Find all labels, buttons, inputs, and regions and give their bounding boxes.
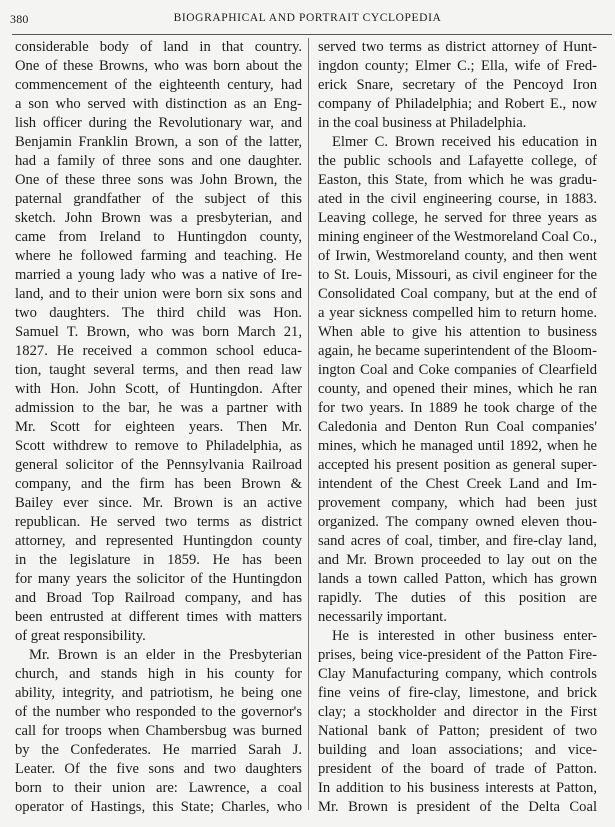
- text-line: came from Ireland to Huntingdon county,: [15, 229, 302, 245]
- text-line: sketch. John Brown was a presbyterian, and: [15, 210, 302, 226]
- text-line: again, he became superintendent of the Bloom-: [318, 343, 597, 359]
- text-line: One of these three sons was John Brown, the: [15, 172, 302, 188]
- text-line: and Broad Top Railroad company, and has: [15, 590, 302, 606]
- text-line: of the number who responded to the governor's: [15, 704, 302, 720]
- text-line: served two terms as district attorney of Hunt-: [318, 39, 597, 55]
- text-line: in the legislature in 1859. He has been: [15, 552, 302, 568]
- text-line: National bank of Patton; president of two: [318, 723, 597, 739]
- text-line: where he followed farming and teaching. He: [15, 248, 302, 264]
- page-header: [0, 0, 615, 34]
- text-line: Leater. Of the five sons and two daughters: [15, 761, 302, 777]
- text-line: considerable body of land in that country.: [15, 39, 302, 55]
- text-line: admission to the bar, he was a partner with: [15, 400, 302, 416]
- text-line: In addition to his business interests at Patton,: [318, 780, 597, 796]
- text-line: born to their union are: Lawrence, a coal: [15, 780, 302, 796]
- text-line: sand acres of coal, timber, and fire-clay land,: [318, 533, 597, 549]
- text-line: organized. The company owned eleven thou-: [318, 514, 597, 530]
- text-line: accepted his present position as general super-: [318, 457, 597, 473]
- text-line: a son who served with distinction as an Eng-: [15, 96, 302, 112]
- column-divider: [308, 38, 309, 810]
- text-line: When able to give his attention to business: [318, 324, 597, 340]
- text-line: One of these Browns, who was born about the: [15, 58, 302, 74]
- text-line: land, and to their union were born six sons and: [15, 286, 302, 302]
- text-line: building and loan associations; and vice-: [318, 742, 597, 758]
- text-line: He is interested in other business enter-: [332, 628, 597, 644]
- text-line: Benjamin Franklin Brown, a son of the latter,: [15, 134, 302, 150]
- text-line: company, and the firm has been Brown &: [15, 476, 302, 492]
- text-line: provement company, which had been just: [318, 495, 597, 511]
- text-line: mines, which he managed until 1892, when he: [318, 438, 597, 454]
- text-line: for many years the solicitor of the Huntingdon: [15, 571, 302, 587]
- text-line: a year sickness compelled him to return home.: [318, 305, 597, 321]
- text-line: mining engineer of the Westmoreland Coal Co.,: [318, 229, 598, 245]
- text-line: company of Philadelphia; and Robert E., now: [318, 96, 597, 112]
- text-line: call for troops when Chambersbug was burned: [15, 723, 302, 739]
- text-line: and Mr. Brown proceeded to lay out on the: [318, 552, 597, 568]
- text-line: been entrusted at different times with matters: [15, 609, 302, 625]
- header-rule: [12, 34, 612, 35]
- text-line: of great responsibility.: [15, 628, 146, 644]
- text-line: attorney, and represented Huntingdon county: [15, 533, 302, 549]
- text-line: ingdon county; Elmer C.; Ella, wife of Fred-: [318, 58, 597, 74]
- text-line: necessarily important.: [318, 609, 447, 625]
- running-title: BIOGRAPHICAL AND PORTRAIT CYCLOPEDIA: [173, 12, 442, 24]
- text-line: Elmer C. Brown received his education in: [332, 134, 597, 150]
- text-line: had a family of three sons and one daughter.: [15, 153, 302, 169]
- text-line: tion, taught several terms, and then read law: [15, 362, 302, 378]
- right-column: [318, 38, 597, 817]
- text-line: lish officer during the Revolutionary war, and: [15, 115, 302, 131]
- text-line: general solicitor of the Pennsylvania Railroad: [15, 457, 302, 473]
- text-line: in the coal business at Philadelphia.: [318, 115, 527, 131]
- page-number: 380: [10, 12, 29, 26]
- text-line: fine veins of fire-clay, limestone, and brick: [318, 685, 597, 701]
- text-line: Bailey ever since. Mr. Brown is an active: [15, 495, 302, 511]
- text-line: church, and stands high in his county for: [15, 666, 302, 682]
- text-line: the public schools and Lafayette college, of: [318, 153, 597, 169]
- text-line: by the Confederates. He married Sarah J.: [15, 742, 302, 758]
- text-line: lands a town called Patton, which has grown: [318, 571, 597, 587]
- text-line: with Hon. John Scott, of Huntingdon. After: [15, 381, 302, 397]
- text-line: commencement of the eighteenth century, had: [15, 77, 302, 93]
- text-line: prises, being vice-president of the Patton Fire-: [318, 647, 597, 663]
- text-line: ability, integrity, and patriotism, he being one: [15, 685, 302, 701]
- text-line: Mr. Brown is an elder in the Presbyterian: [29, 647, 302, 663]
- text-line: Samuel T. Brown, who was born March 21,: [15, 324, 302, 340]
- left-column: [15, 38, 302, 817]
- text-line: for two years. In 1889 he took charge of the: [318, 400, 597, 416]
- text-line: 1827. He received a common school educa-: [15, 343, 302, 359]
- text-line: Scott withdrew to remove to Philadelphia, as: [15, 438, 302, 454]
- text-line: ated in the civil engineering course, in 1883.: [318, 191, 597, 207]
- text-line: county, and opened their mines, which he ran: [318, 381, 597, 397]
- text-line: paternal grandfather of the subject of this: [15, 191, 302, 207]
- text-line: intendent of the Chest Creek Land and Im-: [318, 476, 597, 492]
- text-line: ington Coal and Coke companies of Clearfield: [318, 362, 597, 378]
- text-line: married a young lady who was a native of Ire-: [15, 267, 302, 283]
- text-line: of Irwin, Westmoreland county, and then went: [318, 248, 597, 264]
- text-line: Easton, this State, from which he was gradu-: [318, 172, 597, 188]
- text-line: erick Snare, secretary of the Pencoyd Iron: [318, 77, 597, 93]
- text-line: two daughters. The third child was Hon.: [15, 305, 302, 321]
- text-line: republican. He served two terms as district: [15, 514, 302, 530]
- text-line: Clay Manufacturing company, which controls: [318, 666, 597, 682]
- text-line: operator of Hastings, this State; Charles, who: [15, 799, 302, 815]
- text-line: clay; a stockholder and director in the First: [318, 704, 597, 720]
- text-line: rapidly. The duties of this position are: [318, 590, 597, 606]
- text-line: Consolidated Coal company, but at the end of: [318, 286, 597, 302]
- text-line: to St. Louis, Missouri, as civil engineer for the: [318, 267, 597, 283]
- text-line: Mr. Brown is president of the Delta Coal: [318, 799, 597, 815]
- text-line: president of the board of trade of Patton.: [318, 761, 597, 777]
- text-line: Leaving college, he served for three years as: [318, 210, 597, 226]
- text-line: Caledonia and Denton Run Coal companies': [318, 419, 597, 435]
- text-line: Mr. Scott for eighteen years. Then Mr.: [15, 419, 302, 435]
